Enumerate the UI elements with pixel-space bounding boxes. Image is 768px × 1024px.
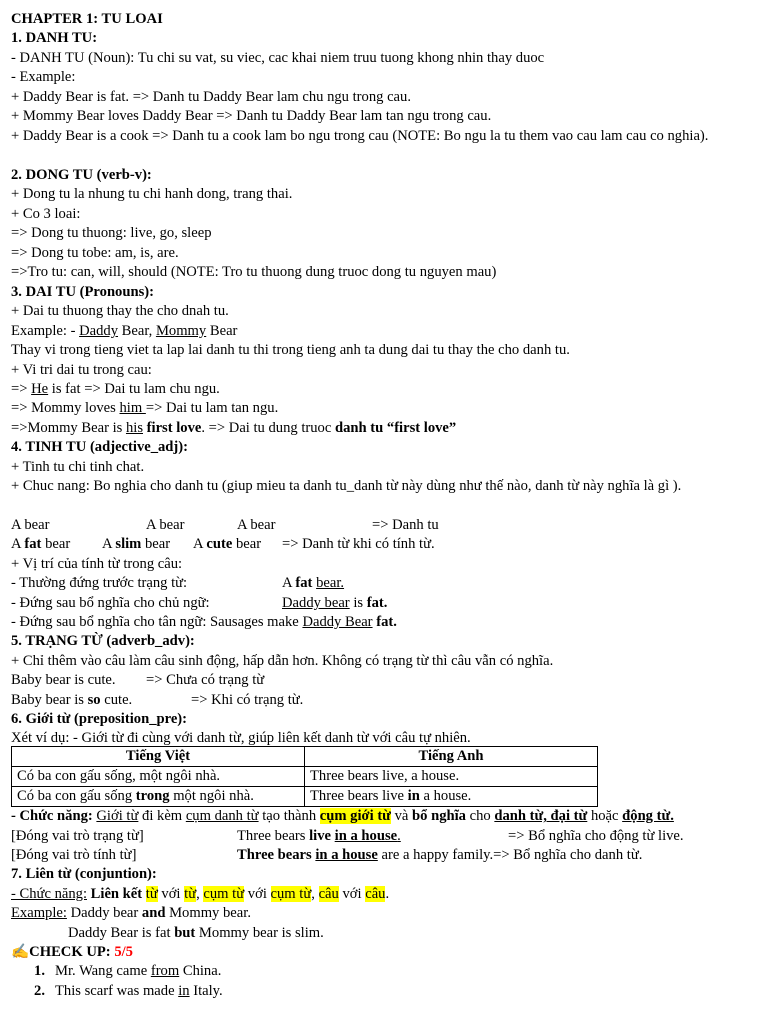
table-cell: Three bears live in a house. [305,787,598,807]
adverb-ex-1-note: => Chưa có trạng từ [146,672,265,688]
section-6-heading: 6. Giới từ (preposition_pre): [11,711,188,727]
adj-row2-col1: A fat bear [11,536,71,552]
section-2-heading: 2. DONG TU (verb-v): [11,167,152,183]
verb-line-3: => Dong tu thuong: live, go, sleep [11,225,212,241]
prep-role-adjective-example: Three bears in a house are a happy family.=> Bổ nghĩa cho danh từ. [237,847,643,863]
adj-pos-2-example: Daddy bear is fat. [282,595,388,611]
adj-row2-col3: A cute bear [193,536,262,552]
adj-pos-1-example: A fat bear. [282,575,345,591]
adj-pos-1-label: - Thường đứng trước trạng từ: [11,575,188,591]
adj-row1-col4: => Danh tu [372,517,439,533]
table-header-row [12,747,598,767]
list-item: 1. Mr. Wang came from China. [34,963,222,979]
adj-row2-col4: => Danh từ khi có tính từ. [282,536,435,552]
adjective-line-1: + Tinh tu chi tinh chat. [11,459,145,475]
verb-line-2: + Co 3 loai: [11,206,81,222]
table-row [12,787,598,807]
conjunction-example-1: Example: Daddy bear and Mommy bear. [11,905,251,921]
pronoun-line-5: => He is fat => Dai tu lam chu ngu. [11,381,220,397]
pronoun-line-3: Thay vi trong tieng viet ta lap lai danh tu thi trong tieng anh ta dung dai tu thay the cho danh tu. [11,342,570,358]
prep-role-adjective-label: [Đóng vai trò tính từ] [11,847,137,863]
section-7-heading: 7. Liên từ (conjuntion): [11,866,157,882]
adverb-ex-2: Baby bear is so cute. [11,692,133,708]
adverb-ex-1: Baby bear is cute. [11,672,116,688]
table-row [12,767,598,787]
pronoun-line-6: => Mommy loves him => Dai tu lam tan ngu. [11,400,279,416]
noun-example-3: + Daddy Bear is a cook => Danh tu a cook lam bo ngu trong cau (NOTE: Bo ngu la tu them vao cau lam cau co nghia). [11,128,709,144]
adj-row1-col1: A bear [11,517,50,533]
noun-definition: - DANH TU (Noun): Tu chi su vat, su viec, cac khai niem truu tuong khong nhin thay duoc [11,50,545,66]
chapter-title: CHAPTER 1: TU LOAI [11,11,163,27]
section-4-heading: 4. TINH TU (adjective_adj): [11,439,189,455]
prep-role-adverb-note: => Bổ nghĩa cho động từ live. [508,828,684,844]
adj-row2-col2: A slim bear [102,536,171,552]
adjective-line-2: + Chuc nang: Bo nghia cho danh tu (giup mieu ta danh tu_danh từ này dùng như thế nào, danh từ này nghĩa là gì ). [11,478,682,494]
table-header-vietnamese: Tiếng Việt [12,747,305,767]
writing-hand-icon: ✍ [11,944,30,960]
pronoun-line-1: + Dai tu thuong thay the cho dnah tu. [11,303,229,319]
section-5-heading: 5. TRẠNG TỪ (adverb_adv): [11,633,195,649]
verb-line-4: => Dong tu tobe: am, is, are. [11,245,179,261]
section-1-heading: 1. DANH TU: [11,30,98,46]
verb-line-1: + Dong tu la nhung tu chi hanh dong, trang thai. [11,186,293,202]
adj-row1-col2: A bear [146,517,185,533]
preposition-table [11,746,598,807]
adj-pos-3: - Đứng sau bổ nghĩa cho tân ngữ: Sausages make Daddy Bear fat. [11,614,397,630]
preposition-function: - Chức năng: Giới từ đi kèm cụm danh từ tạo thành cụm giới từ và bổ nghĩa cho danh từ, đại từ hoặc động từ. [11,808,674,824]
check-up-heading: ✍CHECK UP: 5/5 [11,944,133,960]
pronoun-line-7: =>Mommy Bear is his first love. => Dai tu dung truoc danh tu “first love” [11,420,457,436]
table-cell: Có ba con gấu sống, một ngôi nhà. [12,767,305,787]
table-cell: Three bears live, a house. [305,767,598,787]
preposition-intro: Xét ví dụ: - Giới từ đi cùng với danh từ, giúp liên kết danh từ với câu tự nhiên. [11,730,471,746]
conjunction-example-2: Daddy Bear is fat but Mommy bear is slim. [68,925,324,941]
list-item: 2. This scarf was made in Italy. [34,983,223,999]
noun-example-2: + Mommy Bear loves Daddy Bear => Danh tu Daddy Bear lam tan ngu trong cau. [11,108,492,124]
table-cell: Có ba con gấu sống trong một ngôi nhà. [12,787,305,807]
noun-example-1: + Daddy Bear is fat. => Danh tu Daddy Bear lam chu ngu trong cau. [11,89,411,105]
prep-role-adverb-label: [Đóng vai trò trạng từ] [11,828,144,844]
conjunction-function: - Chức năng: Liên kết từ với từ, cụm từ với cụm từ, câu với câu. [11,886,390,902]
pronoun-line-4: + Vi tri dai tu trong cau: [11,362,152,378]
table-header-english: Tiếng Anh [305,747,598,767]
pronoun-example: Example: - Daddy Bear, Mommy Bear [11,323,238,339]
adjective-position-title: + Vị trí của tính từ trong câu: [11,556,183,572]
verb-line-5: =>Tro tu: can, will, should (NOTE: Tro tu thuong dung truoc dong tu nguyen mau) [11,264,497,280]
example-label: - Example: [11,69,76,85]
adj-pos-2-label: - Đứng sau bổ nghĩa cho chủ ngữ: [11,595,210,611]
adverb-line-1: + Chỉ thêm vào câu làm câu sinh động, hấp dẫn hơn. Không có trạng từ thì câu vẫn có nghĩa. [11,653,554,669]
prep-role-adverb-example: Three bears live in a house. [237,828,401,844]
section-3-heading: 3. DAI TU (Pronouns): [11,284,154,300]
check-up-score: 5/5 [114,944,133,960]
adverb-ex-2-note: => Khi có trạng từ. [191,692,304,708]
adj-row1-col3: A bear [237,517,276,533]
